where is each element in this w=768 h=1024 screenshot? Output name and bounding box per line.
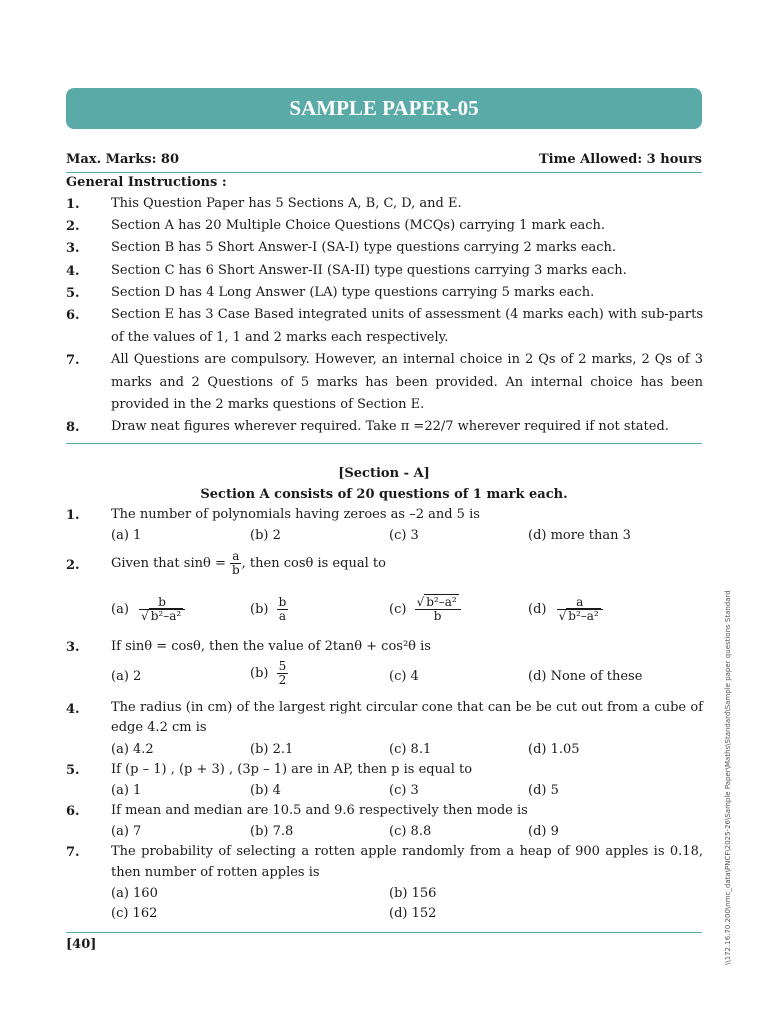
- option-b: (b) 2.1: [250, 742, 294, 757]
- fraction-numerator: b: [278, 595, 287, 609]
- paper-title: SAMPLE PAPER-05: [289, 96, 479, 120]
- question-number: 6.: [66, 804, 80, 819]
- option-d: (d) 9: [528, 824, 559, 839]
- option-a: (a) 1: [111, 528, 142, 543]
- option-b: (b) 4: [250, 783, 281, 798]
- radicand: b²–a²: [150, 609, 182, 623]
- option-c: (c) 4: [389, 669, 419, 684]
- option-d: (d) 1.05: [528, 742, 580, 757]
- option-a: (a) 7: [111, 824, 142, 839]
- option-a: (a) 1: [111, 783, 142, 798]
- question-text: The radius (in cm) of the largest right circular cone that can be be cut out from a cube of edge 4.2 cm is: [111, 700, 703, 735]
- question-number: 3.: [66, 640, 80, 655]
- radicand: b²–a²: [426, 595, 457, 609]
- option-a: (a) 160: [111, 886, 158, 901]
- option-b: (b) 7.8: [250, 824, 294, 839]
- fraction: [230, 550, 242, 577]
- fraction-denominator: b: [231, 563, 240, 577]
- question-text: If mean and median are 10.5 and 9.6 respectively then mode is: [111, 803, 528, 818]
- option-d: (d) None of these: [528, 669, 643, 684]
- option-b: (b) 2: [250, 528, 281, 543]
- instruction-text: All Questions are compulsory. However, an internal choice in 2 Qs of 2 marks, 2 Qs of 3 marks and 2 Questions of 5 marks has been provided. An internal choice has been provided in the 2 marks questions of Section E.: [111, 352, 703, 412]
- fraction: [277, 660, 289, 687]
- option-c: (c) 3: [389, 783, 419, 798]
- question-number: 4.: [66, 702, 80, 717]
- option-d: (d) more than 3: [528, 528, 631, 543]
- instruction-text: Section A has 20 Multiple Choice Questions (MCQs) carrying 1 mark each.: [111, 218, 606, 233]
- fraction-numerator: 5: [278, 659, 287, 673]
- question-text: The number of polynomials having zeroes as –2 and 5 is: [111, 507, 480, 522]
- instruction-number: 4.: [66, 264, 80, 279]
- fraction-denominator: √ b²–a²: [141, 609, 182, 623]
- instruction-number: 6.: [66, 308, 80, 323]
- fraction: [139, 596, 185, 623]
- file-path-note: \\172.16.70.200\nmc_data\PNCF\2025-26\Sample Paper\Maths\Standard\Sample paper questions Standard: [724, 590, 732, 965]
- option-b: [250, 660, 288, 687]
- instruction-text: Section B has 5 Short Answer-I (SA-I) type questions carrying 2 marks each.: [111, 240, 617, 255]
- question-number: 1.: [66, 508, 80, 523]
- fraction-numerator: √ b²–a²: [415, 596, 461, 610]
- footer-rule: [66, 932, 702, 933]
- instruction-text: This Question Paper has 5 Sections A, B, C, D, and E.: [111, 196, 462, 211]
- question-number: 2.: [66, 558, 80, 573]
- question-text-post: , then cosθ is equal to: [241, 556, 386, 571]
- fraction-numerator: a: [232, 549, 240, 563]
- fraction: [415, 596, 461, 623]
- instruction-number: 2.: [66, 219, 80, 234]
- fraction: [557, 596, 603, 623]
- time-allowed: Time Allowed: 3 hours: [539, 152, 702, 167]
- option-c: (c) 3: [389, 528, 419, 543]
- option-a: (a) 2: [111, 669, 142, 684]
- option-label: (d): [528, 602, 547, 617]
- instruction-number: 7.: [66, 353, 80, 368]
- section-title: [Section - A]: [338, 466, 430, 481]
- question-number: 7.: [66, 845, 80, 860]
- instruction-text: Section C has 6 Short Answer-II (SA-II) type questions carrying 3 marks each.: [111, 263, 627, 278]
- instruction-text: Section E has 3 Case Based integrated units of assessment (4 marks each) with sub-parts of the values of 1, 1 and 2 marks each respectively.: [111, 307, 703, 345]
- header-rule: [66, 172, 702, 173]
- option-b: (b) 156: [389, 886, 437, 901]
- question-number: 5.: [66, 763, 80, 778]
- fraction-denominator: b: [433, 609, 442, 623]
- option-d: (d) 5: [528, 783, 559, 798]
- fraction-numerator: b: [139, 596, 185, 610]
- option-label: (a): [111, 602, 129, 617]
- instruction-number: 1.: [66, 197, 80, 212]
- question-text-pre: Given that sinθ =: [111, 556, 230, 571]
- section-subtitle: Section A consists of 20 questions of 1 mark each.: [200, 487, 568, 502]
- fraction-denominator: 2: [278, 673, 287, 687]
- instruction-number: 3.: [66, 241, 80, 256]
- option-a: [111, 596, 185, 623]
- instructions-heading: General Instructions :: [66, 175, 227, 190]
- fraction-denominator: √ b²–a²: [558, 609, 599, 623]
- radicand: b²–a²: [568, 609, 599, 623]
- question-text: If sinθ = cosθ, then the value of 2tanθ + cos²θ is: [111, 639, 431, 654]
- option-d: (d) 152: [389, 906, 437, 921]
- instruction-text: Draw neat figures wherever required. Take π =22/7 wherever required if not stated.: [111, 419, 669, 434]
- option-label: (b): [250, 602, 269, 617]
- fraction-denominator: a: [278, 609, 287, 623]
- question-text: If (p – 1) , (p + 3) , (3p – 1) are in AP, then p is equal to: [111, 762, 473, 777]
- option-a: (a) 4.2: [111, 742, 154, 757]
- page-number: [40]: [66, 937, 97, 952]
- option-label: (b): [250, 666, 269, 681]
- max-marks: Max. Marks: 80: [66, 152, 180, 167]
- instructions-rule: [66, 443, 702, 444]
- option-c: [389, 596, 461, 623]
- option-c: (c) 8.8: [389, 824, 432, 839]
- option-d: [528, 596, 603, 623]
- paper-title-banner: [66, 88, 702, 129]
- option-c: (c) 8.1: [389, 742, 432, 757]
- instruction-text: Section D has 4 Long Answer (LA) type questions carrying 5 marks each.: [111, 285, 595, 300]
- option-b: [250, 596, 288, 623]
- instruction-number: 5.: [66, 286, 80, 301]
- fraction-numerator: a: [557, 596, 603, 610]
- instruction-number: 8.: [66, 420, 80, 435]
- option-c: (c) 162: [111, 906, 158, 921]
- option-label: (c): [389, 602, 407, 617]
- fraction: [277, 596, 289, 623]
- question-text: The probability of selecting a rotten apple randomly from a heap of 900 apples is 0.18, then number of rotten apples is: [111, 844, 703, 880]
- question-text: [111, 550, 386, 577]
